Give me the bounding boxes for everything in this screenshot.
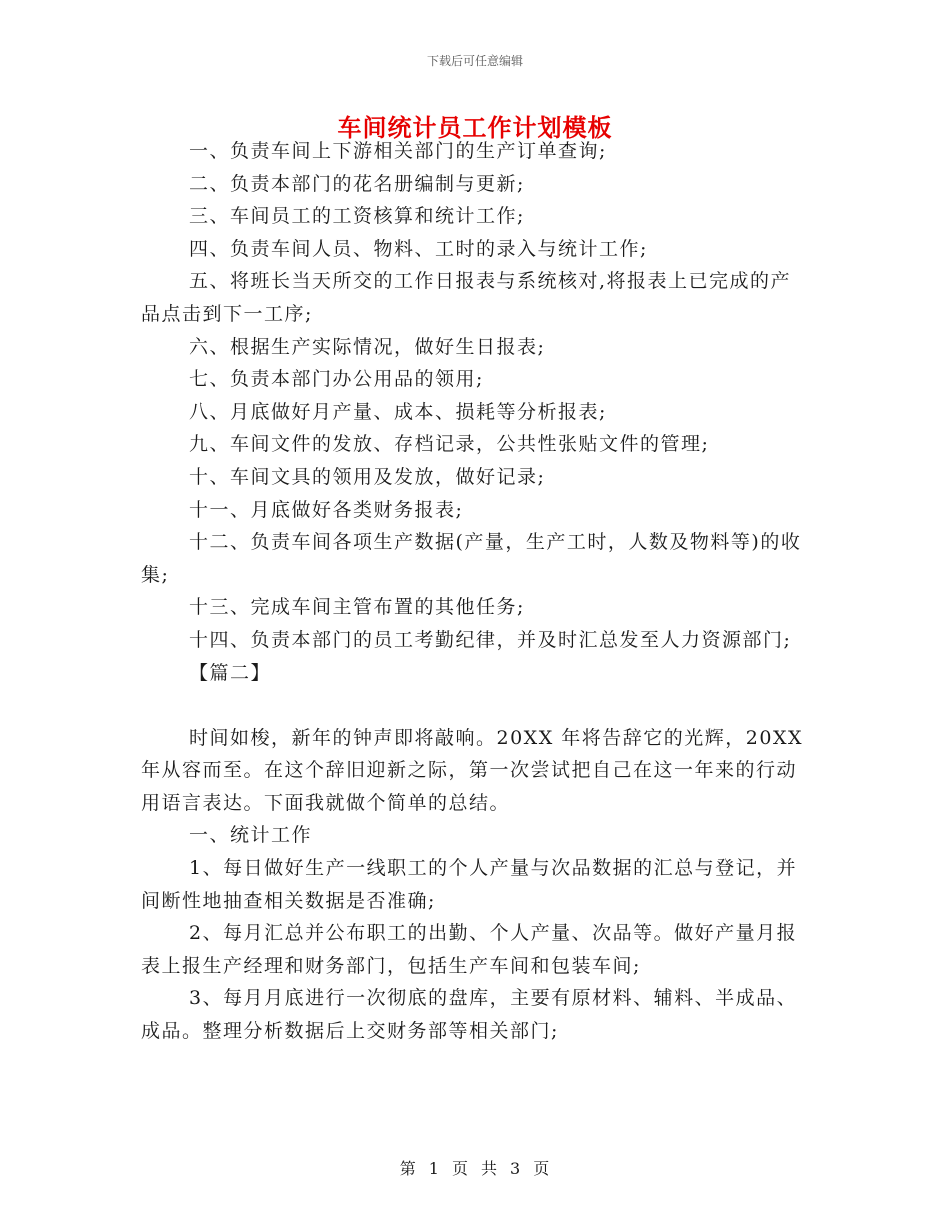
document-title: 车间统计员工作计划模板 [337, 113, 613, 142]
current-page-number: 1 [428, 1159, 440, 1178]
total-unit: 页 [533, 1159, 551, 1178]
page-header: 下载后可任意编辑 [426, 54, 523, 68]
paragraph: 八、月底做好月产量、成本、损耗等分析报表; [189, 400, 607, 423]
total-pages-number: 3 [510, 1159, 522, 1178]
paragraph: 九、车间文件的发放、存档记录，公共性张贴文件的管理; [189, 433, 710, 456]
section-heading: 【篇二】 [189, 661, 272, 684]
paragraph: 七、负责本部门办公用品的领用; [189, 368, 484, 391]
paragraph: 十三、完成车间主管布置的其他任务; [189, 596, 525, 619]
total-label: 共 [481, 1159, 499, 1178]
paragraph: 十四、负责本部门的员工考勤纪律，并及时汇总发至人力资源部门; [189, 628, 792, 651]
paragraph: 十一、月底做好各类财务报表; [189, 498, 464, 521]
subsection-heading: 一、统计工作 [189, 824, 313, 847]
paragraph: 四、负责车间人员、物料、工时的录入与统计工作; [189, 237, 648, 260]
page-unit: 页 [451, 1159, 469, 1178]
paragraph: 三、车间员工的工资核算和统计工作; [189, 205, 525, 228]
paragraph: 2、每月汇总并公布职工的出勤、个人产量、次品等。做好产量月报表上报生产经理和财务部门，包括生产车间和包装车间; [141, 922, 798, 977]
paragraph: 十二、负责车间各项生产数据(产量，生产工时，人数及物料等)的收集; [141, 531, 802, 586]
document-body [141, 135, 811, 1048]
paragraph: 十、车间文具的领用及发放，做好记录; [189, 465, 546, 488]
paragraph: 六、根据生产实际情况，做好生日报表; [189, 335, 546, 358]
page-label: 第 [399, 1159, 417, 1178]
page-footer [0, 1156, 950, 1179]
paragraph: 3、每月月底进行一次彻底的盘库，主要有原材料、辅料、半成品、成品。整理分析数据后上交财务部等相关部门; [141, 987, 798, 1043]
paragraph: 二、负责本部门的花名册编制与更新; [189, 172, 525, 195]
paragraph: 一、负责车间上下游相关部门的生产订单查询; [189, 140, 607, 162]
paragraph: 1、每日做好生产一线职工的个人产量与次品数据的汇总与登记，并间断性地抽查相关数据是否准确; [141, 857, 798, 912]
paragraph: 时间如梭，新年的钟声即将敲响。20XX 年将告辞它的光辉，20XX 年从容而至。在这个辞旧迎新之际，第一次尝试把自己在这一年来的行动用语言表达。下面我就做个简单的总结。 [141, 726, 803, 814]
paragraph: 五、将班长当天所交的工作日报表与系统核对,将报表上已完成的产品点击到下一工序; [141, 270, 792, 325]
